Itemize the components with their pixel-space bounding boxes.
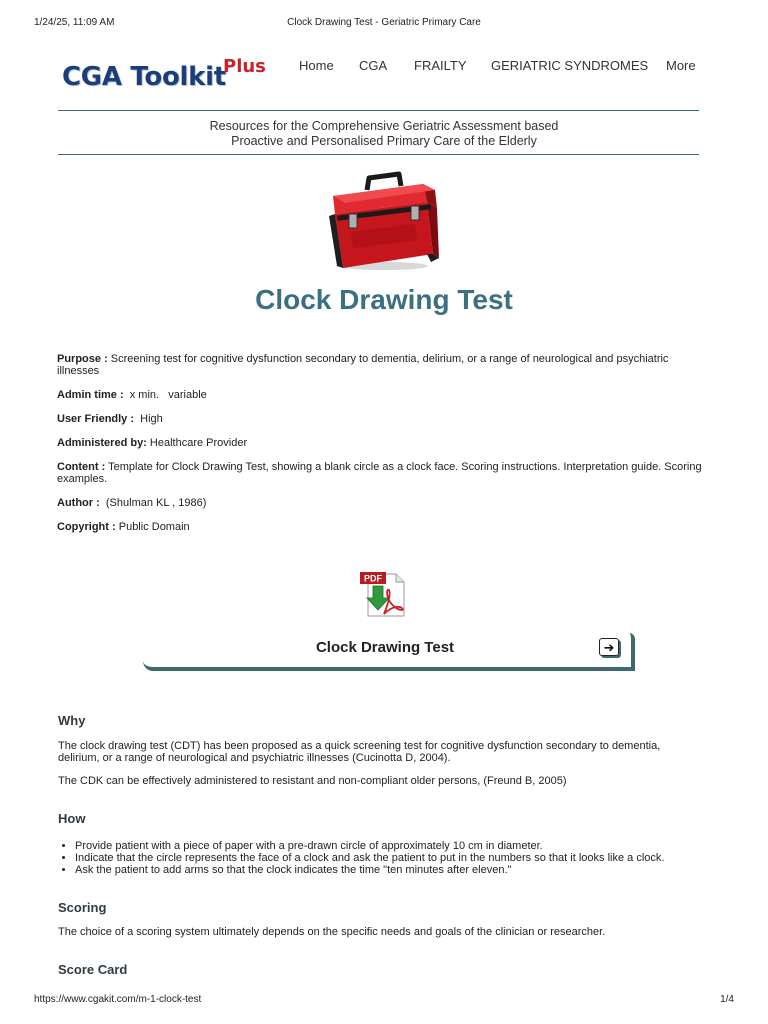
meta-user-friendly [57,413,707,425]
tagline-line-1: Resources for the Comprehensive Geriatric Assessment based [209,119,559,133]
divider-top [58,110,699,111]
list-item: • Indicate that the circle represents the face of a clock and ask the patient to put in the numbers so that it looks like a clock. [75,852,735,864]
download-bar-clock-drawing-test[interactable] [143,633,635,671]
print-page-number: 1/4 [720,994,734,1005]
print-url: https://www.cgakit.com/m-1-clock-test [34,994,202,1005]
why-heading: Why [58,713,86,728]
nav-item-more[interactable]: More [666,58,696,73]
why-paragraph-1: The clock drawing test (CDT) has been proposed as a quick screening test for cognitive dysfunction secondary to dementia, delirium, or a range of neurological and psychiatric illnesses (Cucinotta D, 2004). [58,740,661,764]
meta-content [57,461,707,485]
copyright-label: Copyright : [57,521,116,533]
how-list [58,840,735,876]
admin-time-label: Admin time : [57,389,124,401]
arrow-right-icon[interactable]: ➜ [599,638,619,656]
content-label: Content : [57,461,106,473]
download-bar-label: Clock Drawing Test [315,639,455,656]
purpose-value: Screening test for cognitive dysfunction secondary to dementia, delirium, or a range of neurological and psychiatric illnesses [57,353,669,377]
page-title: Clock Drawing Test [255,284,513,315]
author-value: (Shulman KL , 1986) [105,497,207,509]
logo-plus-text: Plus [223,56,266,77]
list-item: • Provide patient with a piece of paper with a pre-drawn circle of approximately 10 cm in diameter. [75,840,735,852]
list-item: • Ask the patient to add arms so that the clock indicates the time "ten minutes after eleven." [75,864,735,876]
author-label: Author : [57,497,100,509]
nav-item-cga[interactable]: CGA [359,58,388,73]
administered-by-label: Administered by: [57,437,147,449]
print-date: 1/24/25, 11:09 AM [34,17,115,28]
pdf-icon-label: PDF [364,573,382,584]
meta-administered-by [57,437,707,449]
main-nav [0,58,768,76]
why-paragraph-2: The CDK can be effectively administered to resistant and non-compliant older persons, (Freund B, 2005) [58,775,567,787]
how-heading: How [58,811,86,826]
user-friendly-value: High [140,413,163,425]
copyright-value: Public Domain [118,521,190,533]
logo-text: CGA Toolkit [62,62,226,92]
scoring-heading: Scoring [58,900,107,915]
administered-by-value: Healthcare Provider [149,437,248,449]
tagline [0,119,768,149]
print-title: Clock Drawing Test - Geriatric Primary Care [287,17,481,28]
tagline-line-2: Proactive and Personalised Primary Care of the Elderly [231,134,537,148]
print-header [34,17,734,31]
pdf-download-icon[interactable] [358,570,408,618]
user-friendly-label: User Friendly : [57,413,135,425]
print-footer [34,994,734,1008]
nav-item-geriatric-syndromes[interactable]: GERIATRIC SYNDROMES [491,58,649,73]
meta-admin-time [57,389,707,401]
meta-copyright [57,521,707,533]
score-card-heading: Score Card [58,962,128,977]
meta-author [57,497,707,509]
admin-time-value: x min. variable [129,389,207,401]
nav-item-frailty[interactable]: FRAILTY [414,58,467,73]
nav-item-home[interactable]: Home [299,58,334,73]
toolbox-image [327,170,441,272]
content-value: Template for Clock Drawing Test, showing a blank circle as a clock face. Scoring instructions. Interpretation guide. Scoring examples. [57,461,702,485]
meta-purpose [57,353,707,377]
scoring-paragraph: The choice of a scoring system ultimately depends on the specific needs and goals of the clinician or researcher. [58,926,606,938]
divider-bottom [58,154,699,155]
purpose-label: Purpose : [57,353,108,365]
